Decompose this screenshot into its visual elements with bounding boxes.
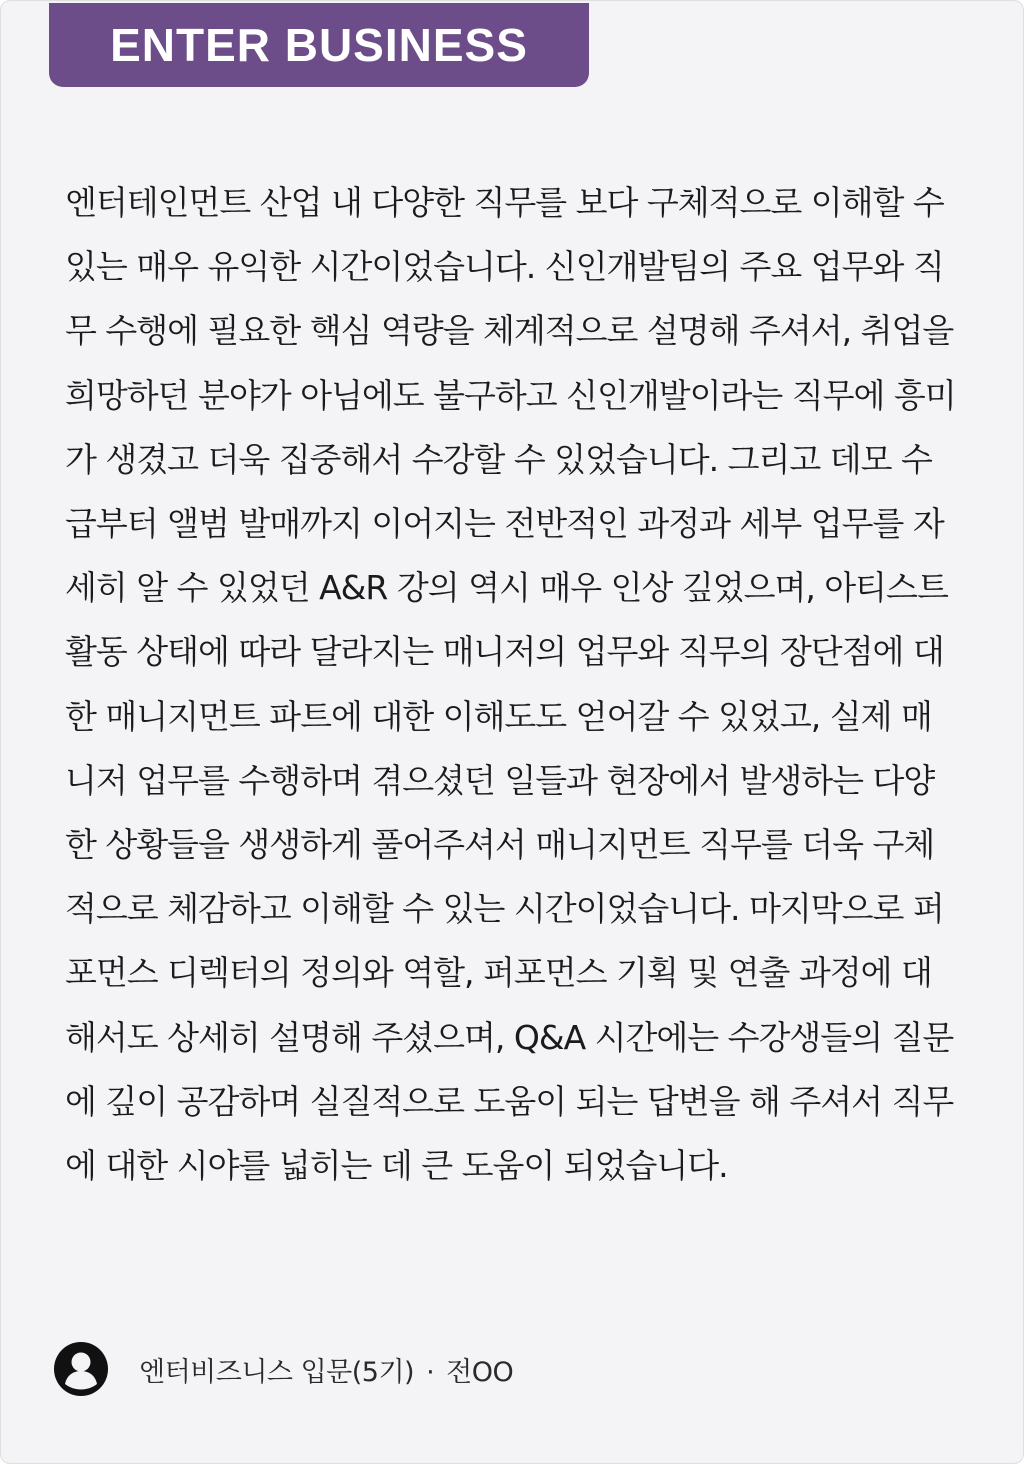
category-badge-label: ENTER BUSINESS (110, 19, 528, 71)
review-author (53, 1341, 513, 1397)
author-course: 엔터비즈니스 입문(5기) (139, 1356, 415, 1388)
author-separator: · (426, 1356, 435, 1388)
review-text: 엔터테인먼트 산업 내 다양한 직무를 보다 구체적으로 이해할 수 있는 매우 유익한 시간이었습니다. 신인개발팀의 주요 업무와 직무 수행에 필요한 핵심 역량을 체계적으로 설명해 주셔서, 취업을 희망하던 분야가 아님에도 불구하고 신인개발이라는 직무에 흥미가 생겼고 더욱 집중해서 수강할 수 있었습니다. 그리고 데모 수급부터 앨범 발매까지 이어지는 전반적인 과정과 세부 업무를 자세히 알 수 있었던 A&R 강의 역시 매우 인상 깊었으며, 아티스트 활동 상태에 따라 달라지는 매니저의 업무와 직무의 장단점에 대한 매니지먼트 파트에 대한 이해도도 얻어갈 수 있었고, 실제 매니저 업무를 수행하며 겪으셨던 일들과 현장에서 발생하는 다양한 상황들을 생생하게 풀어주셔서 매니지먼트 직무를 더욱 구체적으로 체감하고 이해할 수 있는 시간이었습니다. 마지막으로 퍼포먼스 디렉터의 정의와 역할, 퍼포먼스 기획 및 연출 과정에 대해서도 상세히 설명해 주셨으며, Q&A 시간에는 수강생들의 질문에 깊이 공감하며 실질적으로 도움이 되는 답변을 해 주셔서 직무에 대한 시야를 넓히는 데 큰 도움이 되었습니다. (65, 183, 956, 1186)
category-badge (49, 3, 589, 87)
author-info (139, 1350, 513, 1389)
user-avatar-icon (53, 1341, 109, 1397)
author-name: 전OO (446, 1356, 514, 1388)
